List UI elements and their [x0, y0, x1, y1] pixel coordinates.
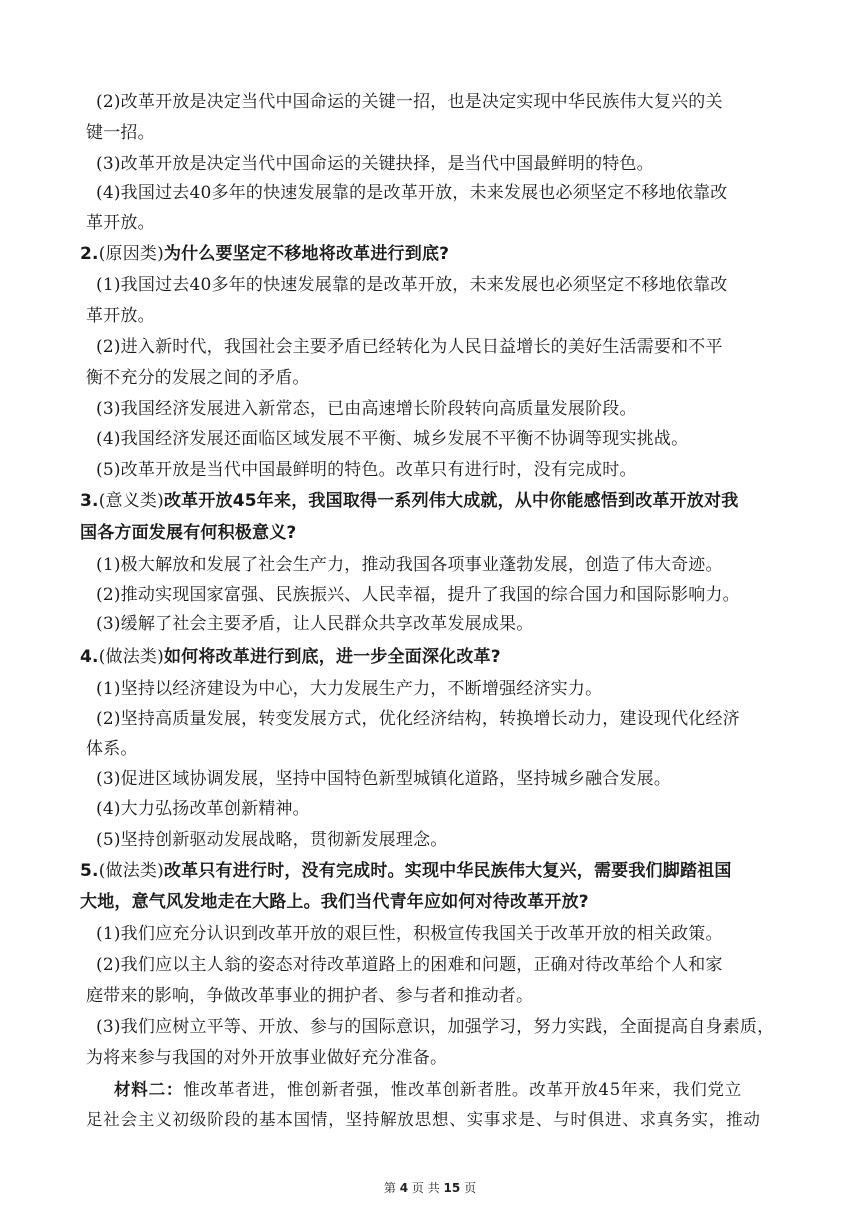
q5-question-part1: 改革只有进行时，没有完成时。实现中华民族伟大复兴，需要我们脚踏祖国 — [163, 861, 732, 881]
footer-prefix: 第 — [383, 1181, 400, 1195]
q4-question: 如何将改革进行到底，进一步全面深化改革? — [163, 647, 501, 667]
footer-total-pages: 15 — [443, 1181, 461, 1195]
material-line1 — [114, 1079, 742, 1101]
q5-item1-line1: (1)我们应充分认识到改革开放的艰巨性，积极宣传我国关于改革开放的相关政策。 — [96, 924, 723, 944]
s1-item2-line1: (2)改革开放是决定当代中国命运的关键一招，也是决定实现中华民族伟大复兴的关 — [96, 92, 723, 112]
q4-item1-line1: (1)坚持以经济建设为中心，大力发展生产力，不断增强经济实力。 — [96, 679, 603, 699]
material-label: 材料二： — [114, 1080, 184, 1099]
q5-heading-line2: 大地，意气风发地走在大路上。我们当代青年应如何对待改革开放? — [80, 892, 589, 912]
q2-heading — [80, 243, 449, 265]
q4-item4-line1: (4)大力弘扬改革创新精神。 — [96, 799, 310, 819]
q4-item5-line1: (5)坚持创新驱动发展战略，贯彻新发展理念。 — [96, 830, 448, 850]
s1-item2-line2: 键一招。 — [86, 123, 155, 143]
q2-item1-line2: 革开放。 — [86, 306, 155, 326]
footer-suffix: 页 — [460, 1181, 477, 1195]
q2-tag: (原因类) — [98, 244, 164, 264]
q4-heading — [80, 646, 501, 668]
q4-item2-line1: (2)坚持高质量发展，转变发展方式，优化经济结构，转换增长动力，建设现代化经济 — [96, 709, 740, 729]
s1-item3-line1: (3)改革开放是决定当代中国命运的关键抉择，是当代中国最鲜明的特色。 — [96, 154, 654, 174]
q4-item2-line2: 体系。 — [86, 739, 138, 759]
q5-item2-line2: 庭带来的影响，争做改革事业的拥护者、参与者和推动者。 — [86, 986, 534, 1006]
q5-number: 5. — [80, 861, 99, 881]
q3-number: 3. — [80, 491, 99, 511]
q4-tag: (做法类) — [98, 647, 164, 667]
q3-item1-line1: (1)极大解放和发展了社会生产力，推动我国各项事业蓬勃发展，创造了伟大奇迹。 — [96, 555, 723, 575]
q4-item3-line1: (3)促进区域协调发展，坚持中国特色新型城镇化道路，坚持城乡融合发展。 — [96, 769, 672, 789]
q5-tag: (做法类) — [98, 861, 164, 881]
q2-item4-line1: (4)我国经济发展还面临区域发展不平衡、城乡发展不平衡不协调等现实挑战。 — [96, 429, 689, 449]
q4-number: 4. — [80, 647, 99, 667]
q5-heading-line1 — [80, 860, 732, 882]
q3-heading-line2: 国各方面发展有何积极意义? — [80, 523, 297, 543]
s1-item4-line1: (4)我国过去40多年的快速发展靠的是改革开放，未来发展也必须坚定不移地依靠改 — [96, 183, 728, 203]
footer-page-number: 4 — [399, 1181, 409, 1195]
q2-number: 2. — [80, 244, 99, 264]
q5-item3-line1: (3)我们应树立平等、开放、参与的国际意识，加强学习，努力实践，全面提高自身素质， — [96, 1017, 775, 1037]
page-footer — [0, 1179, 860, 1196]
q5-item2-line1: (2)我们应以主人翁的姿态对待改革道路上的困难和问题，正确对待改革给个人和家 — [96, 955, 723, 975]
q3-question-part1: 改革开放45年来，我国取得一系列伟大成就，从中你能感悟到改革开放对我 — [163, 491, 739, 511]
q2-item2-line1: (2)进入新时代，我国社会主要矛盾已经转化为人民日益增长的美好生活需要和不平 — [96, 337, 723, 357]
material-line2: 足社会主义初级阶段的基本国情，坚持解放思想、实事求是、与时俱进、求真务实，推动 — [86, 1110, 761, 1129]
q5-item3-line2: 为将来参与我国的对外开放事业做好充分准备。 — [86, 1048, 448, 1068]
material-text-part1: 惟改革者进，惟创新者强，惟改革创新者胜。改革开放45年来，我们党立 — [183, 1080, 743, 1099]
q2-question: 为什么要坚定不移地将改革进行到底? — [163, 244, 450, 264]
q2-item3-line1: (3)我国经济发展进入新常态，已由高速增长阶段转向高质量发展阶段。 — [96, 399, 637, 419]
q3-heading-line1 — [80, 490, 738, 512]
q3-item2-line1: (2)推动实现国家富强、民族振兴、人民幸福，提升了我国的综合国力和国际影响力。 — [96, 585, 740, 605]
footer-middle: 页 共 — [408, 1181, 444, 1195]
q2-item1-line1: (1)我国过去40多年的快速发展靠的是改革开放，未来发展也必须坚定不移地依靠改 — [96, 275, 728, 295]
q2-item5-line1: (5)改革开放是当代中国最鲜明的特色。改革只有进行时，没有完成时。 — [96, 460, 637, 480]
q2-item2-line2: 衡不充分的发展之间的矛盾。 — [86, 368, 310, 388]
q3-item3-line1: (3)缓解了社会主要矛盾，让人民群众共享改革发展成果。 — [96, 614, 534, 634]
s1-item4-line2: 革开放。 — [86, 213, 155, 233]
q3-tag: (意义类) — [98, 491, 164, 511]
